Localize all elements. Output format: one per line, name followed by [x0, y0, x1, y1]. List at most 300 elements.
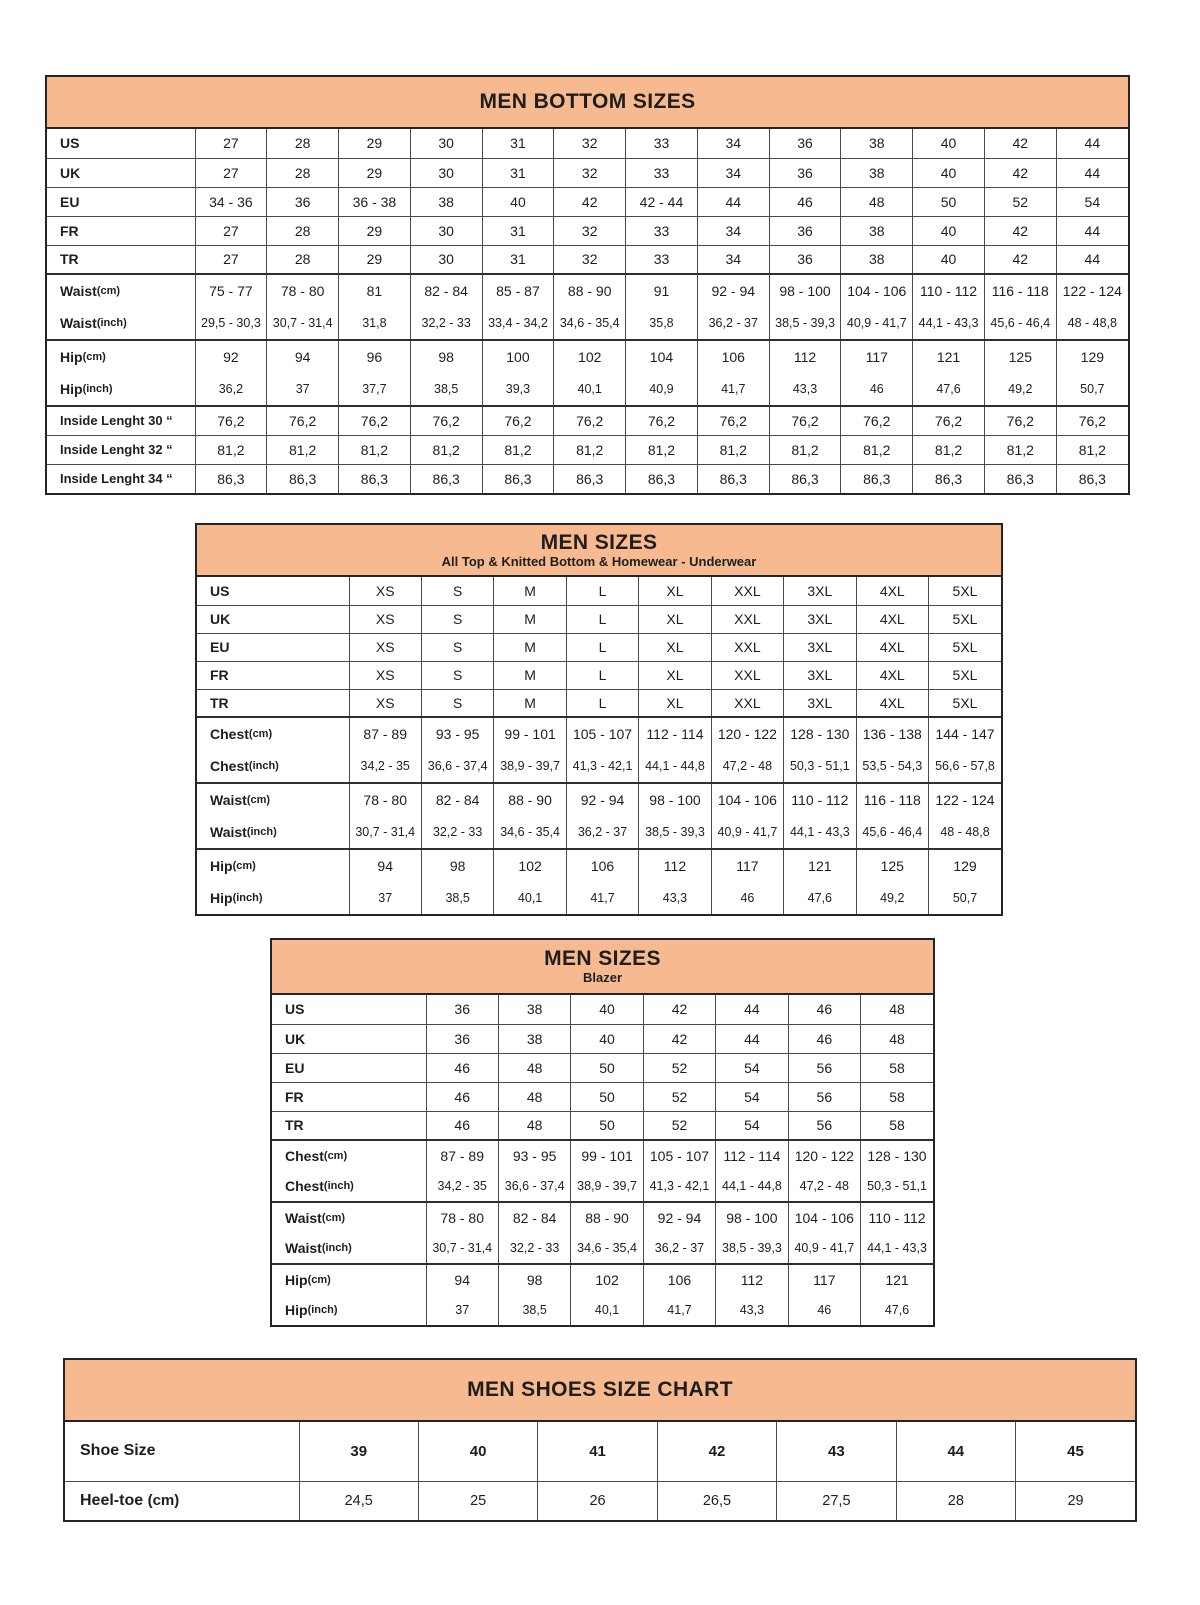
table-cell: 41,3 - 42,1	[649, 1179, 710, 1193]
table-cell: 50,3 - 51,1	[789, 759, 850, 773]
table-cell: 92 - 94	[580, 792, 625, 808]
row-label-text: FR	[60, 222, 79, 239]
table-cell: 3XL	[784, 577, 856, 605]
row-label-line	[60, 341, 195, 373]
table-cell: 76,2	[482, 406, 554, 435]
table-cell: 81,2	[1056, 435, 1128, 464]
table-cell: 120 - 122	[717, 726, 777, 742]
row-label-line	[60, 307, 195, 339]
table-cell-group	[788, 1264, 860, 1325]
table-cell: 29	[339, 216, 411, 245]
row-label-unit: (cm)	[82, 351, 106, 363]
table-cell: 86,3	[1056, 464, 1128, 493]
table-cell: XL	[639, 633, 711, 661]
table-cell: 46	[426, 1082, 498, 1111]
table-cell: 48	[861, 995, 933, 1024]
table-cell: 32,2 - 33	[421, 316, 471, 330]
table-cell: 117	[865, 349, 888, 365]
row-label-line	[285, 1295, 426, 1325]
row-label-unit: (inch)	[307, 1304, 338, 1316]
table-cell: 44	[896, 1422, 1015, 1481]
table-cell: 106	[667, 1272, 692, 1288]
row-label-line	[210, 784, 349, 816]
row-label-unit: (inch)	[248, 760, 279, 772]
table-cell: 29	[339, 129, 411, 158]
row-label	[197, 849, 349, 914]
table-cell-group	[566, 783, 638, 849]
table-cell: 56	[788, 1082, 860, 1111]
row-label-text: FR	[285, 1088, 304, 1105]
table-cell: 38	[498, 1024, 570, 1053]
table-cell: 102	[595, 1272, 619, 1288]
table-cell: 42	[984, 158, 1056, 187]
row-label-text: Chest	[285, 1178, 324, 1194]
table-cell-group	[410, 274, 482, 340]
table-cell: 47,6	[936, 382, 961, 396]
table-cell: 42	[554, 187, 626, 216]
row-label-text: Waist	[60, 283, 97, 299]
table-cell: 34,2 - 35	[437, 1179, 487, 1193]
table-cell: 30	[410, 158, 482, 187]
table-cell: 92	[223, 349, 239, 365]
table-cell: 44,1 - 43,3	[867, 1241, 927, 1255]
table-cell: 47,2 - 48	[722, 759, 773, 773]
table-cell: 98 - 100	[779, 283, 831, 299]
table-cell: 99 - 101	[504, 726, 556, 742]
table-cell: 92 - 94	[657, 1210, 702, 1226]
table-cell-group	[784, 849, 856, 914]
table-header	[47, 77, 1128, 129]
table-cell-group	[571, 1202, 643, 1264]
table-cell: 37	[295, 382, 310, 396]
row-label-text: Waist	[210, 792, 247, 808]
table-cell: 104 - 106	[794, 1210, 854, 1226]
table-title: MEN SIZES	[544, 947, 661, 971]
table-cell: 76,2	[769, 406, 841, 435]
table-cell: 81,2	[769, 435, 841, 464]
table-cell: 52	[643, 1053, 715, 1082]
table-cell: 5XL	[929, 661, 1002, 689]
table-cell: 40,1	[517, 891, 543, 905]
table-subtitle: All Top & Knitted Bottom & Homewear - Underwear	[441, 553, 757, 569]
table-cell: 37,7	[362, 382, 387, 396]
table-cell-group	[984, 340, 1056, 406]
row-label-text: Inside Lenght 32 “	[60, 442, 173, 457]
table-cell: 42	[984, 216, 1056, 245]
row-label	[197, 717, 349, 783]
row-label	[197, 633, 349, 661]
row-label-unit: (cm)	[246, 794, 271, 806]
table-title: MEN SHOES SIZE CHART	[467, 1378, 733, 1402]
table-cell: 102	[578, 349, 602, 365]
table-cell-group	[571, 1140, 643, 1202]
table-cell: 44	[1056, 158, 1128, 187]
table-cell: 86,3	[482, 464, 554, 493]
table-cell: 50,3 - 51,1	[867, 1179, 927, 1193]
men-sizes-blazer-table	[270, 938, 935, 1327]
table-cell: 121	[936, 349, 961, 365]
row-label-line	[210, 816, 349, 848]
row-label-text: EU	[285, 1059, 305, 1076]
table-cell: 32	[554, 129, 626, 158]
table-cell-group	[426, 1140, 498, 1202]
table-cell-group	[861, 1202, 933, 1264]
table-cell: 45,6 - 46,4	[862, 825, 923, 839]
row-label-text: Hip	[285, 1302, 308, 1318]
table-cell-group	[566, 717, 638, 783]
table-cell: 31,8	[362, 316, 387, 330]
table-cell: 92 - 94	[711, 283, 756, 299]
table-cell: 46	[869, 382, 884, 396]
table-cell: 40	[913, 129, 985, 158]
table-header	[65, 1360, 1135, 1422]
table-cell-group	[1056, 340, 1128, 406]
row-label	[272, 1202, 426, 1264]
table-cell: M	[494, 577, 566, 605]
table-cell-group	[410, 340, 482, 406]
table-cell: 42 - 44	[626, 187, 698, 216]
row-label-line	[210, 850, 349, 882]
table-cell: 3XL	[784, 689, 856, 717]
row-label	[272, 1264, 426, 1325]
table-cell: 129	[1080, 349, 1105, 365]
table-cell: 82 - 84	[424, 283, 468, 299]
table-cell: 50	[571, 1111, 643, 1140]
size-table	[197, 577, 1001, 914]
table-cell: 52	[643, 1082, 715, 1111]
table-cell-group	[494, 849, 566, 914]
table-cell: 30,7 - 31,4	[432, 1241, 493, 1255]
table-cell-group	[426, 1264, 498, 1325]
table-cell: 40	[418, 1422, 537, 1481]
table-cell: 38	[841, 216, 913, 245]
table-cell: 49,2	[1008, 382, 1033, 396]
table-cell: 44	[716, 995, 788, 1024]
table-cell: 4XL	[856, 605, 928, 633]
table-cell: 48 - 48,8	[1067, 316, 1118, 330]
table-title: MEN SIZES	[540, 530, 658, 554]
row-label-line	[60, 275, 195, 307]
row-label	[197, 783, 349, 849]
table-cell: 34,6 - 35,4	[559, 316, 620, 330]
row-label-unit: (cm)	[307, 1274, 331, 1286]
table-cell: 116 - 118	[863, 792, 921, 808]
table-cell: 29	[339, 158, 411, 187]
row-label	[47, 406, 195, 435]
men-sizes-top-table	[195, 523, 1003, 916]
table-cell: 34	[697, 129, 769, 158]
table-cell: XXL	[711, 577, 783, 605]
size-table	[272, 995, 933, 1325]
table-cell: 76,2	[913, 406, 985, 435]
table-cell: 33	[626, 216, 698, 245]
row-label-text: EU	[210, 639, 230, 655]
table-cell-group	[349, 783, 421, 849]
table-cell-group	[626, 274, 698, 340]
table-cell: 76,2	[339, 406, 411, 435]
table-cell: 121	[808, 858, 832, 874]
table-cell: 40,9 - 41,7	[846, 316, 907, 330]
table-cell: 4XL	[856, 577, 928, 605]
table-cell: M	[494, 633, 566, 661]
table-cell: 48	[498, 1111, 570, 1140]
table-cell: 106	[721, 349, 745, 365]
table-cell: 98	[449, 858, 466, 874]
row-label-line	[210, 718, 349, 750]
table-cell-group	[349, 717, 421, 783]
table-cell-group	[498, 1202, 570, 1264]
table-cell: 28	[267, 216, 339, 245]
table-cell-group	[643, 1202, 715, 1264]
row-label	[272, 1140, 426, 1202]
table-cell-group	[267, 340, 339, 406]
table-cell-group	[711, 783, 783, 849]
table-cell: 38,5	[522, 1303, 547, 1317]
table-cell: 86,3	[267, 464, 339, 493]
table-cell: 50,7	[952, 891, 978, 905]
table-cell: L	[566, 661, 638, 689]
table-cell: 50,7	[1080, 382, 1105, 396]
table-cell: 122 - 124	[935, 792, 995, 808]
row-label	[197, 605, 349, 633]
table-cell: 112 - 114	[723, 1148, 781, 1164]
table-cell: 98	[438, 349, 454, 365]
table-cell: 33	[626, 245, 698, 274]
table-cell: 36,2 - 37	[577, 825, 628, 839]
table-cell: 42	[657, 1422, 776, 1481]
row-label-line	[285, 1171, 426, 1201]
table-cell: 29	[339, 245, 411, 274]
table-cell: 42	[643, 995, 715, 1024]
row-label	[47, 129, 195, 158]
table-cell: XL	[639, 605, 711, 633]
row-label	[47, 340, 195, 406]
table-cell: 49,2	[880, 891, 905, 905]
table-cell: 117	[736, 858, 759, 874]
table-cell-group	[716, 1140, 788, 1202]
table-cell: 93 - 95	[512, 1148, 557, 1164]
table-cell-group	[929, 849, 1002, 914]
table-cell: 38,5	[445, 891, 470, 905]
table-cell-group	[856, 783, 928, 849]
table-cell: 42	[984, 245, 1056, 274]
table-cell-group	[856, 849, 928, 914]
table-cell: 27	[195, 216, 267, 245]
table-cell: 116 - 118	[991, 283, 1049, 299]
table-cell-group	[639, 783, 711, 849]
table-cell-group	[643, 1140, 715, 1202]
table-cell: 30,7 - 31,4	[355, 825, 416, 839]
table-cell: 45	[1016, 1422, 1135, 1481]
row-label	[47, 245, 195, 274]
table-cell: 40,1	[594, 1303, 620, 1317]
table-cell: 82 - 84	[435, 792, 480, 808]
table-cell: 81,2	[410, 435, 482, 464]
row-label-text: Inside Lenght 34 “	[60, 471, 173, 487]
table-cell: 48	[861, 1024, 933, 1053]
table-cell: 81,2	[554, 435, 626, 464]
row-label	[65, 1422, 299, 1481]
table-cell: 4XL	[856, 689, 928, 717]
table-cell: 105 - 107	[572, 726, 633, 742]
row-label-unit: (cm)	[248, 728, 273, 740]
table-cell: 81,2	[984, 435, 1056, 464]
table-cell: 44	[697, 187, 769, 216]
table-cell: 5XL	[929, 689, 1002, 717]
table-cell-group	[784, 783, 856, 849]
table-cell: 50	[571, 1082, 643, 1111]
table-cell: 46	[817, 1303, 832, 1317]
table-cell: 31	[482, 129, 554, 158]
table-cell: 88 - 90	[508, 792, 552, 808]
table-cell: 32	[554, 216, 626, 245]
table-cell: 43,3	[662, 891, 688, 905]
table-cell: 38,5 - 39,3	[722, 1241, 782, 1255]
table-cell: 44	[1056, 129, 1128, 158]
row-label	[272, 1082, 426, 1111]
table-cell: 98	[526, 1272, 543, 1288]
table-cell: 44,1 - 44,8	[722, 1179, 782, 1193]
table-cell: 42	[643, 1024, 715, 1053]
table-cell: 43	[777, 1422, 896, 1481]
table-cell-group	[267, 274, 339, 340]
table-cell: XXL	[711, 605, 783, 633]
table-cell-group	[788, 1140, 860, 1202]
table-cell-group	[769, 274, 841, 340]
table-cell: 27	[195, 245, 267, 274]
table-cell-group	[913, 274, 985, 340]
table-cell: 106	[590, 858, 615, 874]
table-cell: XS	[349, 577, 421, 605]
table-cell: 38,9 - 39,7	[500, 759, 560, 773]
table-cell: 46	[426, 1053, 498, 1082]
table-cell: 52	[643, 1111, 715, 1140]
table-cell: 41,7	[721, 382, 746, 396]
table-cell: 82 - 84	[512, 1210, 557, 1226]
table-cell: XXL	[711, 633, 783, 661]
table-cell: XS	[349, 689, 421, 717]
table-cell: 36,6 - 37,4	[427, 759, 488, 773]
table-cell: 40	[482, 187, 554, 216]
table-cell-group	[195, 274, 267, 340]
table-cell: 40,1	[577, 382, 602, 396]
table-cell: 34	[697, 158, 769, 187]
table-cell: 43,3	[792, 382, 818, 396]
table-cell: 86,3	[984, 464, 1056, 493]
row-label	[272, 1053, 426, 1082]
table-cell: 50	[571, 1053, 643, 1082]
row-label-line	[285, 1265, 426, 1295]
table-cell: 44	[1056, 245, 1128, 274]
table-cell: 39	[299, 1422, 418, 1481]
table-cell: 58	[861, 1053, 933, 1082]
table-cell: 33	[626, 129, 698, 158]
table-cell: 31	[482, 158, 554, 187]
row-label-line	[60, 373, 195, 405]
row-label-text: TR	[210, 694, 229, 711]
table-cell: 76,2	[410, 406, 482, 435]
table-cell-group	[482, 274, 554, 340]
table-cell: 36	[769, 129, 841, 158]
table-cell: 86,3	[195, 464, 267, 493]
row-label-text: TR	[285, 1117, 304, 1134]
table-cell: 112	[740, 1272, 764, 1288]
table-header	[272, 940, 933, 995]
table-cell: 81,2	[482, 435, 554, 464]
table-cell: 81,2	[195, 435, 267, 464]
table-cell: 32,2 - 33	[432, 825, 483, 839]
table-cell: 38	[841, 245, 913, 274]
table-cell: 47,6	[884, 1303, 910, 1317]
row-label-text: US	[210, 582, 230, 599]
row-label	[272, 995, 426, 1024]
table-cell: 28	[896, 1481, 1015, 1520]
table-cell-group	[339, 274, 411, 340]
table-cell: 30	[410, 216, 482, 245]
table-cell: 98 - 100	[649, 792, 701, 808]
table-cell: 122 - 124	[1062, 283, 1122, 299]
row-label-text: Hip	[60, 349, 83, 365]
table-cell-group	[856, 717, 928, 783]
table-cell: S	[421, 577, 493, 605]
table-cell: 36	[426, 995, 498, 1024]
table-cell: 36	[769, 245, 841, 274]
row-label-line	[285, 1203, 426, 1233]
table-cell: 46	[769, 187, 841, 216]
row-label-line	[210, 750, 349, 782]
table-cell-group	[494, 783, 566, 849]
table-cell: 56	[788, 1111, 860, 1140]
table-cell: 46	[740, 891, 755, 905]
table-cell: 117	[813, 1272, 836, 1288]
table-cell: S	[421, 689, 493, 717]
table-cell-group	[697, 274, 769, 340]
table-cell-group	[929, 783, 1002, 849]
table-cell: 32	[554, 245, 626, 274]
table-cell: 36	[426, 1024, 498, 1053]
table-cell: 34	[697, 245, 769, 274]
table-cell: 24,5	[299, 1481, 418, 1520]
row-label	[47, 187, 195, 216]
table-cell: 46	[426, 1111, 498, 1140]
table-cell: 94	[294, 349, 311, 365]
table-cell: 43,3	[739, 1303, 765, 1317]
table-cell: 81,2	[697, 435, 769, 464]
table-cell: 41	[538, 1422, 657, 1481]
table-cell: 40	[571, 995, 643, 1024]
table-cell: 40,9 - 41,7	[717, 825, 778, 839]
table-cell: 41,7	[667, 1303, 692, 1317]
table-cell: 31	[482, 216, 554, 245]
row-label-text: EU	[60, 193, 80, 210]
table-cell: 110 - 112	[919, 283, 978, 299]
table-cell: 54	[716, 1111, 788, 1140]
table-cell-group	[639, 849, 711, 914]
table-cell: 27,5	[777, 1481, 896, 1520]
row-label-line	[210, 882, 349, 914]
row-label	[47, 216, 195, 245]
row-label	[47, 435, 195, 464]
table-cell: 34	[697, 216, 769, 245]
table-cell: 86,3	[554, 464, 626, 493]
table-cell-group	[841, 340, 913, 406]
table-cell-group	[716, 1202, 788, 1264]
table-cell: 76,2	[697, 406, 769, 435]
table-cell: 40	[571, 1024, 643, 1053]
table-cell-group	[929, 717, 1002, 783]
row-label-text: US	[60, 135, 80, 152]
table-cell: 94	[454, 1272, 470, 1288]
